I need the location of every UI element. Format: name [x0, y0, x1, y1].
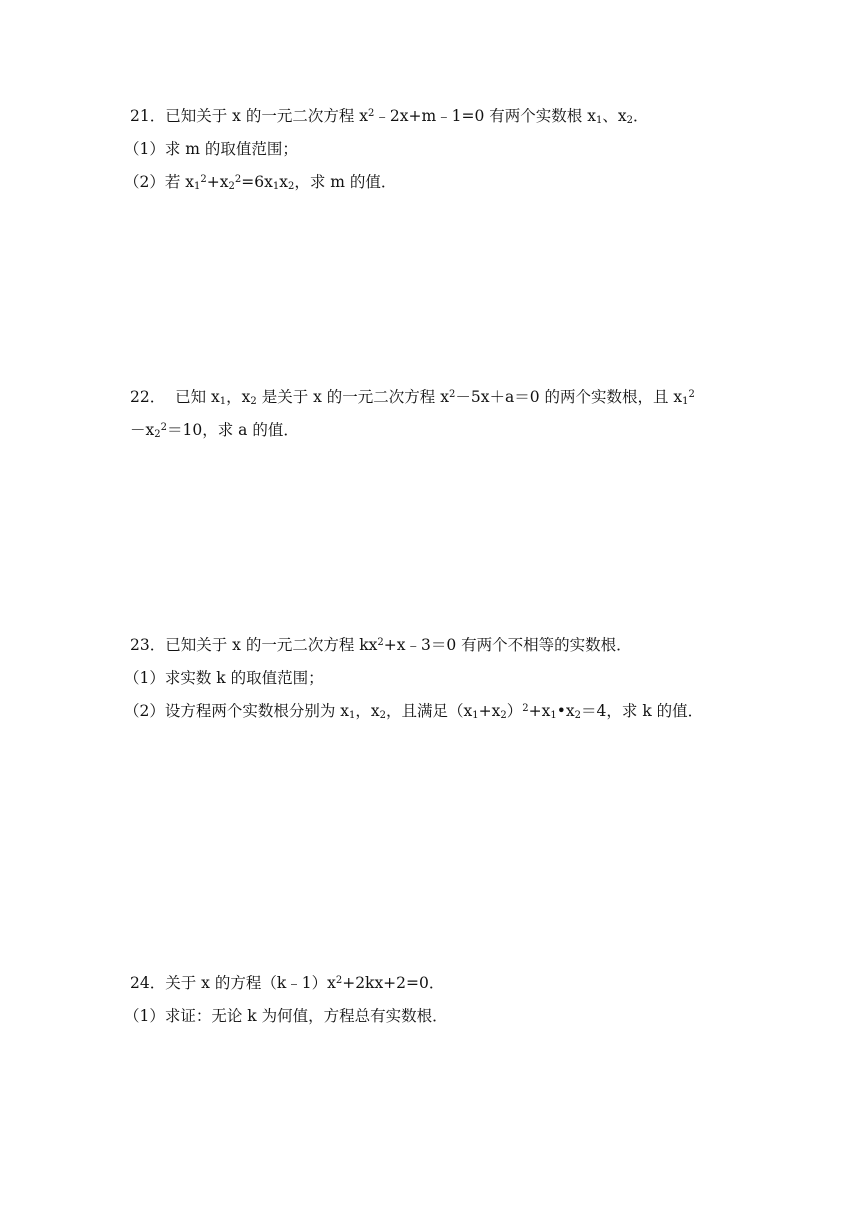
question-23-stem: 23．已知关于 x 的一元二次方程 $kx^2+x﹣3=0$ 有两个不相等的实数根． [130, 636, 632, 654]
question-number: 24． [130, 974, 166, 992]
question-23-part-2: （2）设方程两个实数根分别为 $x_1$，$x_2$，且满足$(x_1+x_2)^2+x_1•x_2=4$，求 k 的值． [124, 702, 704, 721]
question-23-part-1: （1）求实数 k 的取值范围； [124, 669, 324, 687]
question-21-stem: 21．已知关于 x 的一元二次方程 $x^2﹣2x+m﹣1=0$ 有两个实数根 $x_1$、$x_2$． [130, 107, 649, 126]
question-24-stem: 24．关于 x 的方程$(k﹣1)x^2+2kx+2=0$． [130, 974, 445, 992]
part-label: （1） [124, 669, 165, 687]
part-label: （2） [124, 702, 165, 720]
part-label: （1） [124, 1007, 165, 1025]
question-number: 22． [130, 388, 166, 406]
part-label: （1） [124, 140, 165, 158]
question-22-stem: 22． 已知 $x_1$，$x_2$ 是关于 x 的一元二次方程 $x^2-5x+a=0$ 的两个实数根，且 $x_1^2$ [130, 388, 695, 407]
question-number: 23． [130, 636, 166, 654]
question-22-stem-continued: $-x_2^2=10$，求 a 的值． [130, 421, 299, 440]
question-21-part-1: （1）求 m 的取值范围； [124, 140, 298, 158]
part-label: （2） [124, 173, 165, 191]
question-number: 21． [130, 107, 166, 125]
question-24-part-1: （1）求证：无论 k 为何值，方程总有实数根． [124, 1007, 448, 1025]
question-21-part-2: （2）若 $x_1^2+x_2^2=6x_1x_2$，求 m 的值． [124, 173, 397, 192]
